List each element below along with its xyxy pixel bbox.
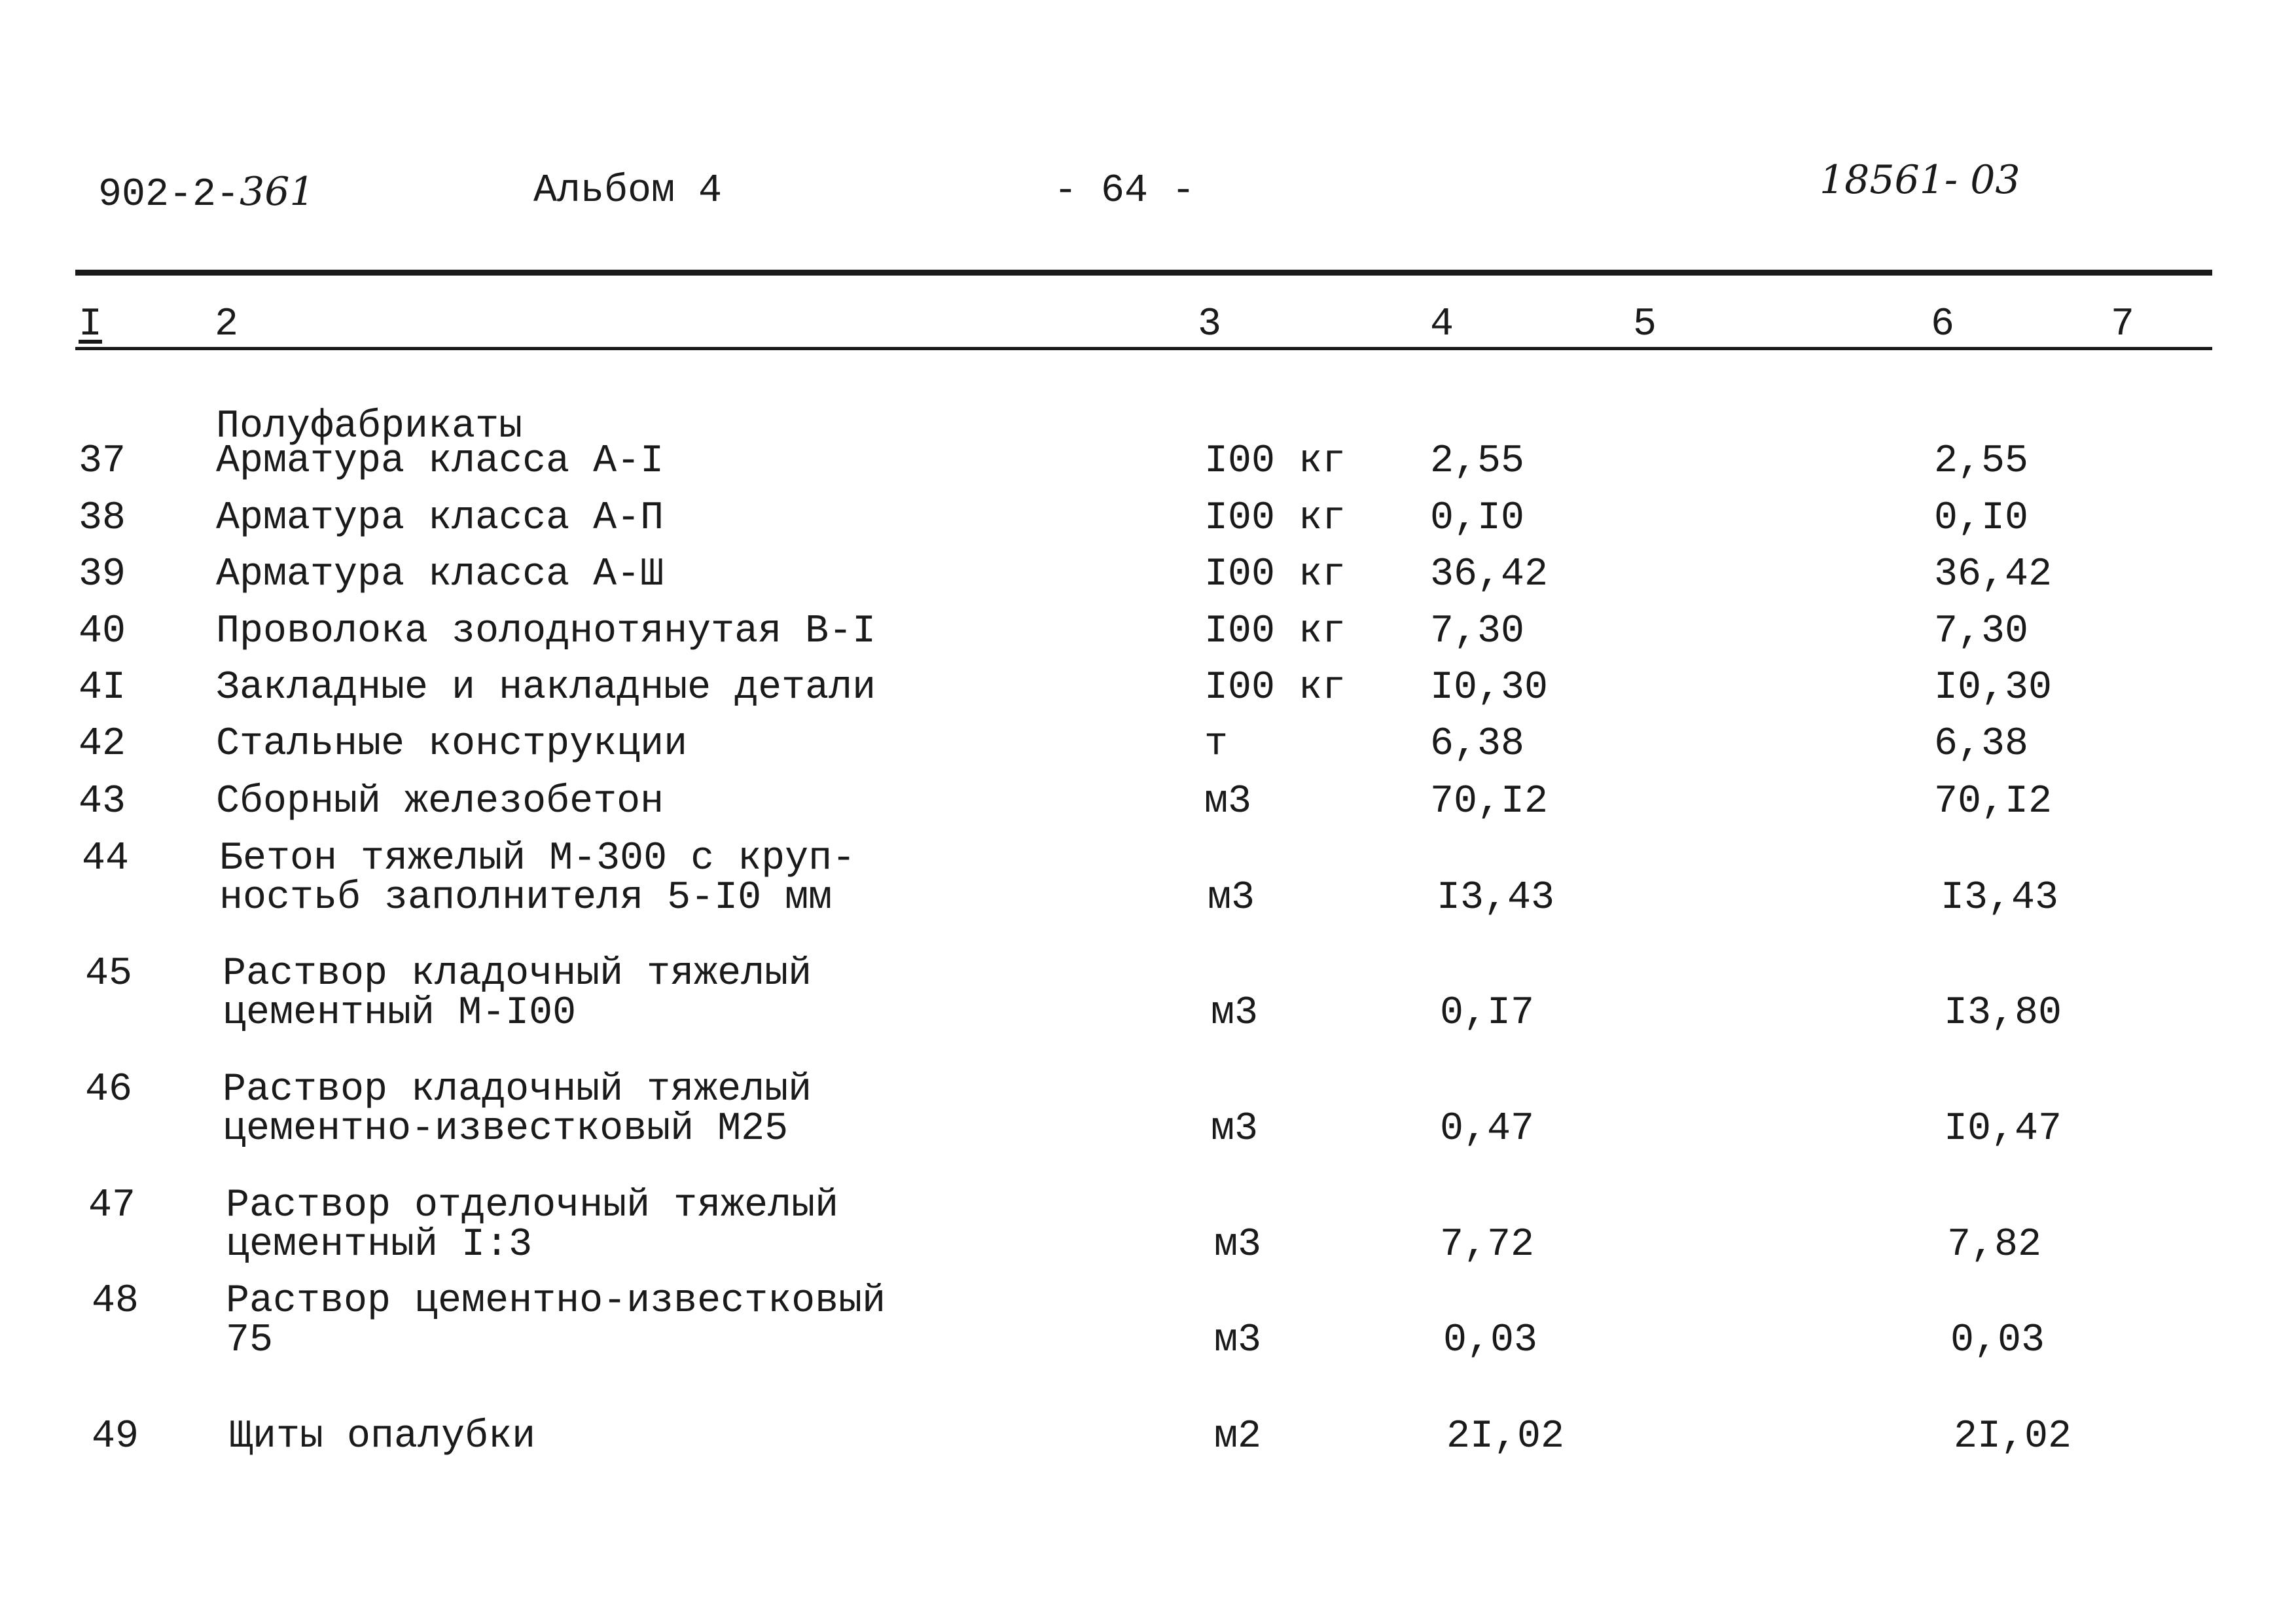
unit: м2 [1214,1415,1262,1459]
row-number: 40 [79,609,126,654]
item-name: Арматура класса А-Ш [216,552,664,597]
row-number: 39 [79,552,126,597]
unit: I00 кг [1204,496,1346,541]
unit: т [1204,722,1229,767]
unit: I00 кг [1204,439,1346,484]
value-col4: 7,72 [1440,1223,1535,1267]
item-name: Бетон тяжелый М-300 с круп- ностьб заполнителя 5-I0 мм [219,837,856,920]
unit: м3 [1204,780,1252,824]
row-number: 37 [79,439,126,484]
item-name: Щиты опалубки [229,1415,536,1459]
row-number: 43 [79,780,126,824]
value-col6: I0,47 [1944,1107,2062,1151]
row-number: 45 [85,952,133,996]
document-number [98,169,315,217]
value-col6: I0,30 [1934,666,2053,710]
value-col4: I0,30 [1430,666,1549,710]
value-col6: 7,30 [1934,609,2029,654]
item-name: Сборный железобетон [216,780,664,824]
row-number: 49 [92,1415,139,1459]
value-col4: 0,03 [1443,1318,1538,1363]
item-name: Стальные конструкции [216,722,688,767]
value-col4: 0,47 [1440,1107,1535,1151]
value-col6: 0,03 [1950,1318,2045,1363]
column-header-5: 5 [1633,302,1657,347]
unit: м3 [1211,991,1259,1036]
item-name: Закладные и накладные детали [216,666,876,710]
item-name: Раствор цементно-известковый 75 [226,1279,886,1363]
item-name: Раствор кладочный тяжелый цементно-известковый М25 [223,1068,812,1151]
column-header-7: 7 [2111,302,2135,347]
value-col4: 2,55 [1430,439,1525,484]
column-header-1: I [79,302,103,347]
value-col4: 36,42 [1430,552,1549,597]
unit: I00 кг [1204,609,1346,654]
column-header-6: 6 [1931,302,1955,347]
value-col4: 70,I2 [1430,780,1549,824]
value-col6: 2I,02 [1954,1415,2072,1459]
column-header-4: 4 [1430,302,1454,347]
value-col4: 6,38 [1430,722,1525,767]
row-number: 47 [88,1183,136,1228]
document-number-handwritten: 361 [240,169,315,215]
unit: м3 [1214,1318,1262,1363]
item-name: Арматура класса А-I [216,439,664,484]
section-title: Полуфабрикаты [216,405,523,449]
value-col6: 7,82 [1947,1223,2042,1267]
row-number: 4I [79,666,126,710]
album-label: Альбом 4 [533,169,723,213]
value-col6: 36,42 [1934,552,2053,597]
value-col4: 0,I0 [1430,496,1525,541]
value-col6: 6,38 [1934,722,2029,767]
value-col6: 0,I0 [1934,496,2029,541]
unit: м3 [1211,1107,1259,1151]
item-name: Проволока золоднотянутая В-I [216,609,876,654]
row-number: 48 [92,1279,139,1324]
unit: I00 кг [1204,552,1346,597]
value-col4: 7,30 [1430,609,1525,654]
row-number: 38 [79,496,126,541]
column-header-2: 2 [215,302,239,347]
value-col4: 0,I7 [1440,991,1535,1036]
value-col4: 2I,02 [1446,1415,1565,1459]
row-number: 46 [85,1068,133,1112]
unit: I00 кг [1204,666,1346,710]
column-header-3: 3 [1198,302,1222,347]
handwritten-code: 18561- 03 [1820,157,2020,203]
row-number: 42 [79,722,126,767]
page-number: - 64 - [1054,169,1196,213]
item-name: Раствор кладочный тяжелый цементный М-I00 [223,952,812,1036]
value-col6: 2,55 [1934,439,2029,484]
header-rule-top [75,270,2212,276]
value-col6: I3,80 [1944,991,2062,1036]
unit: м3 [1208,876,1255,920]
document-number-printed: 902-2- [98,173,240,217]
item-name: Арматура класса А-П [216,496,664,541]
row-number: 44 [82,837,130,881]
header-rule-bottom [75,347,2212,350]
value-col6: I3,43 [1941,876,2059,920]
value-col6: 70,I2 [1934,780,2053,824]
unit: м3 [1214,1223,1262,1267]
value-col4: I3,43 [1437,876,1555,920]
item-name: Раствор отделочный тяжелый цементный I:3 [226,1183,839,1267]
